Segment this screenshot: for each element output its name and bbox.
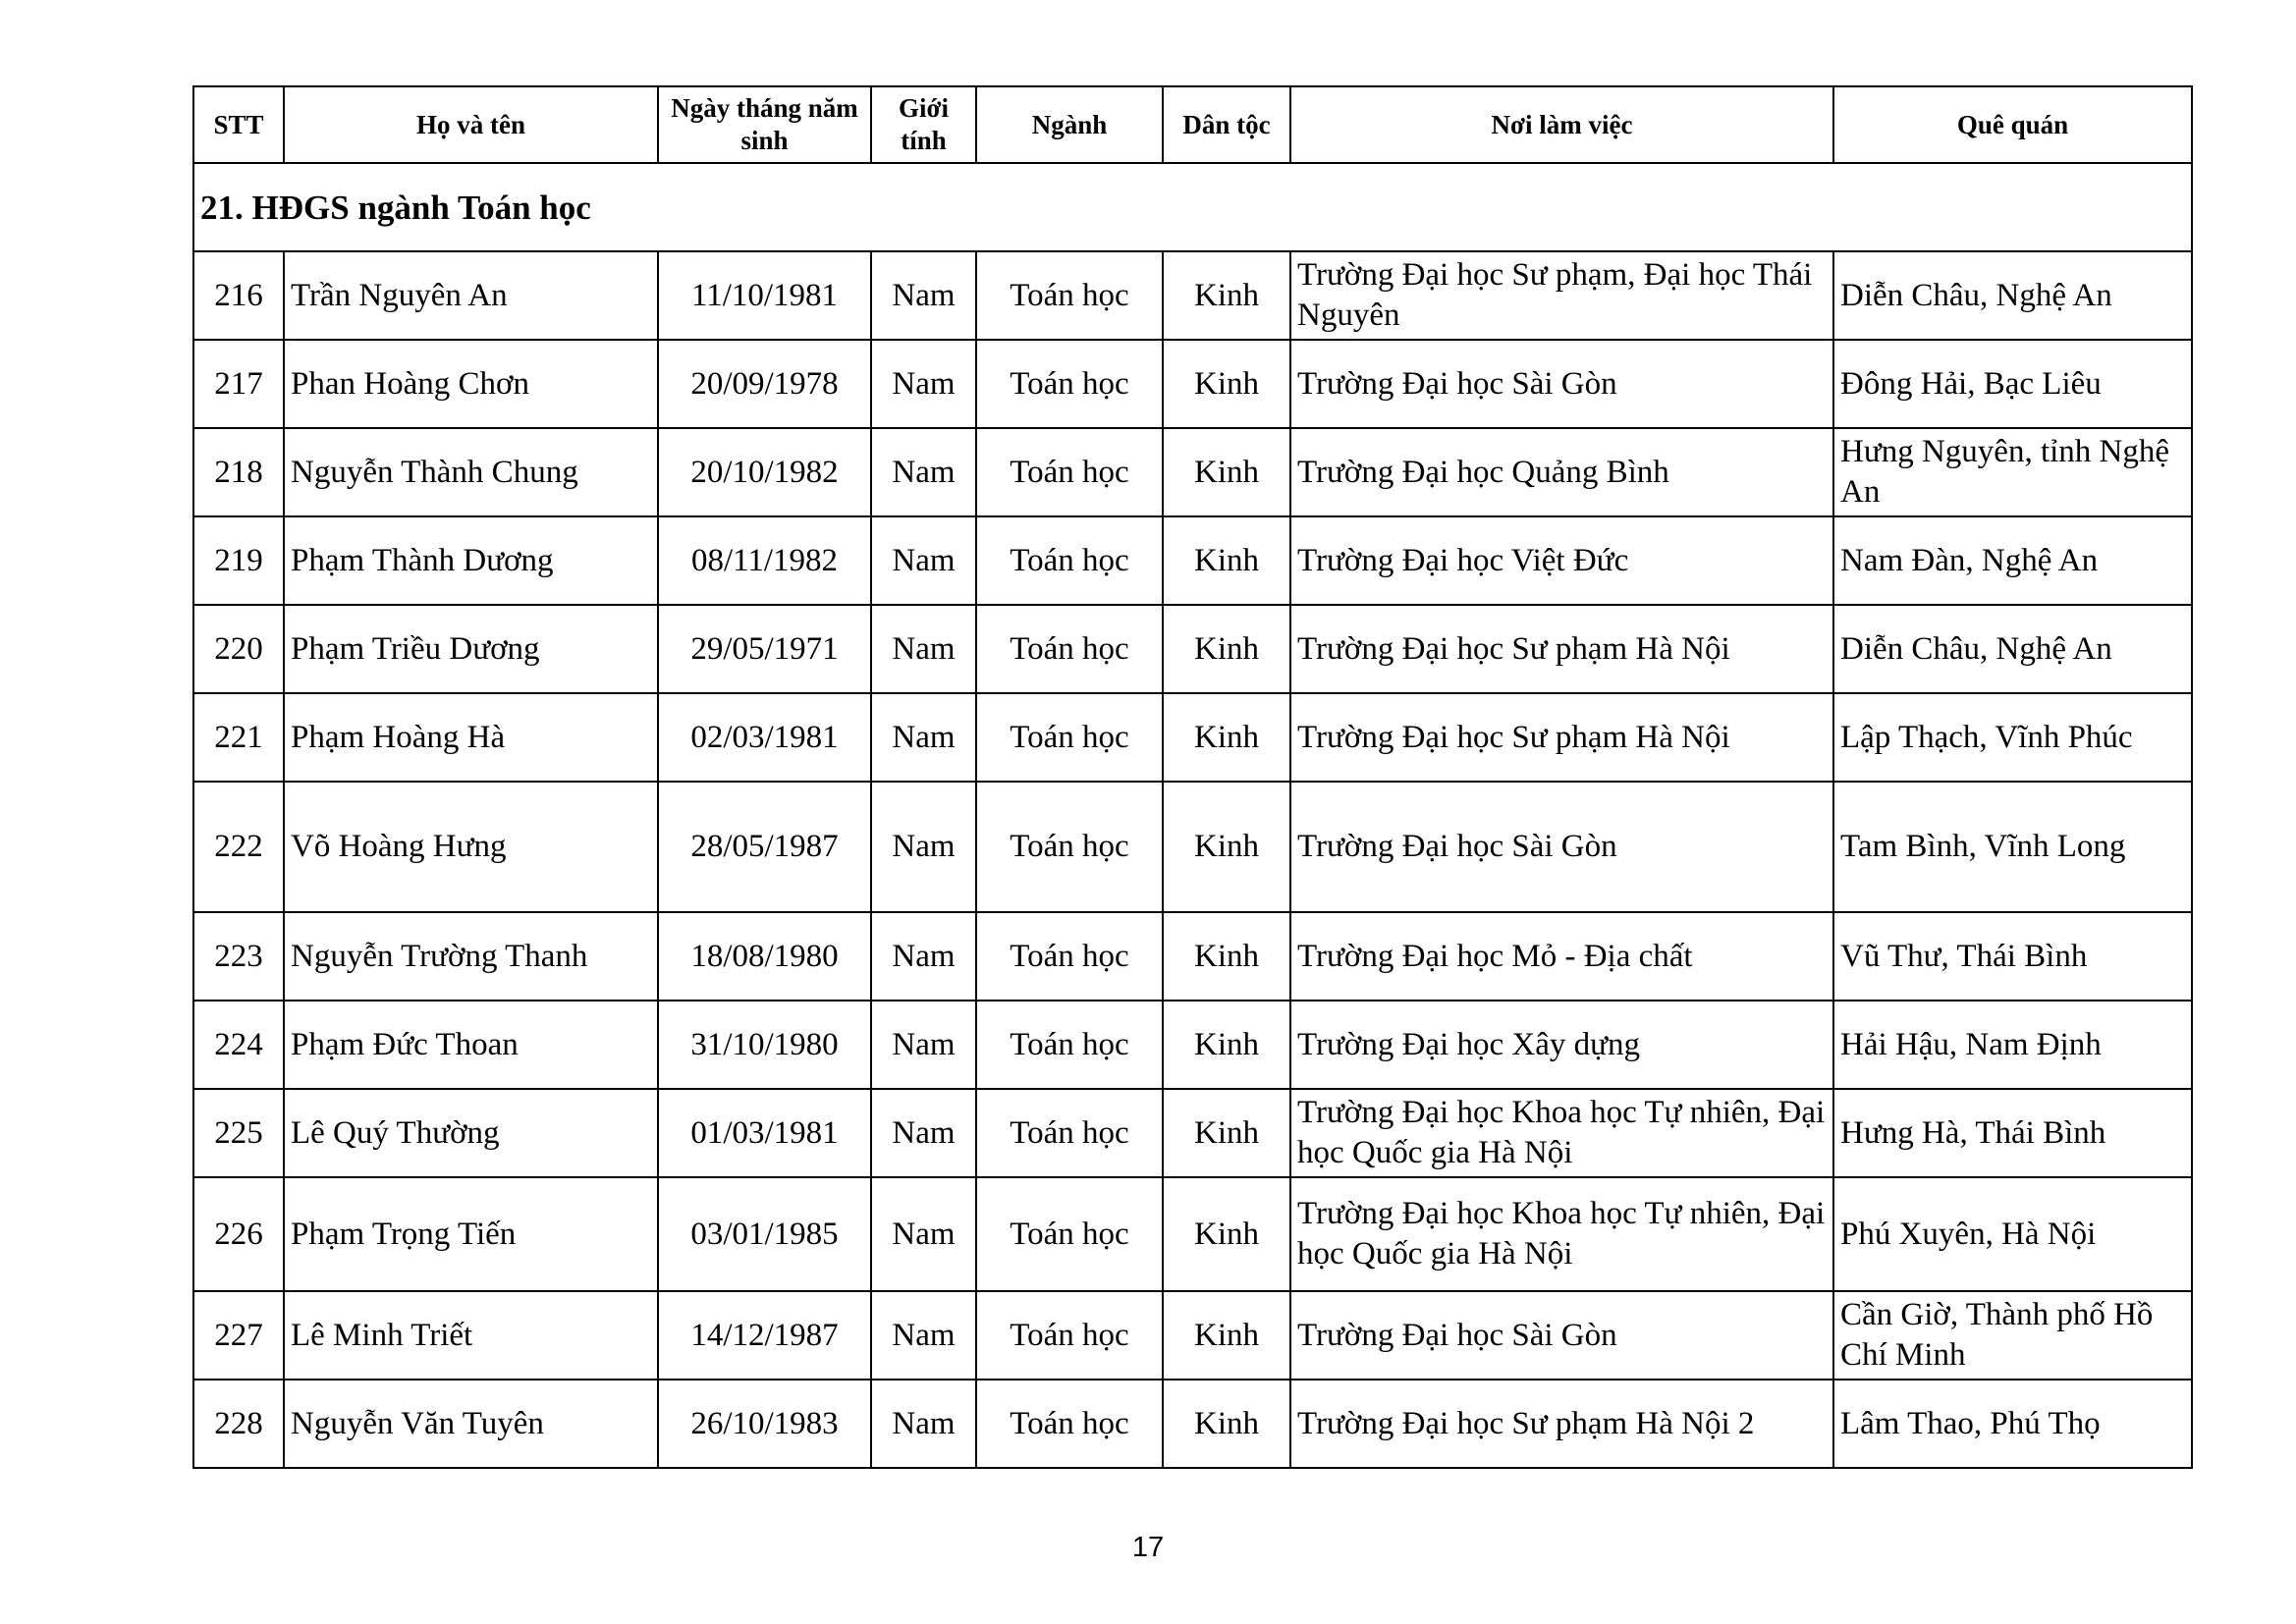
cell-hometown: Diễn Châu, Nghệ An [1833, 605, 2192, 693]
cell-field: Toán học [976, 912, 1163, 1001]
cell-gender: Nam [871, 912, 976, 1001]
cell-field: Toán học [976, 693, 1163, 782]
cell-hometown: Hưng Nguyên, tỉnh Nghệ An [1833, 428, 2192, 516]
cell-hometown: Tam Bình, Vĩnh Long [1833, 782, 2192, 912]
cell-name: Nguyễn Thành Chung [284, 428, 658, 516]
cell-ethnicity: Kinh [1163, 782, 1290, 912]
cell-ethnicity: Kinh [1163, 912, 1290, 1001]
cell-hometown: Hưng Hà, Thái Bình [1833, 1089, 2192, 1177]
table-row [193, 1001, 2192, 1089]
header-gender: Giới tính [871, 86, 976, 163]
table-row [193, 1089, 2192, 1177]
cell-field: Toán học [976, 251, 1163, 340]
cell-gender: Nam [871, 428, 976, 516]
cell-dob: 20/09/1978 [658, 340, 871, 428]
table-row [193, 1380, 2192, 1468]
table-row [193, 251, 2192, 340]
cell-field: Toán học [976, 782, 1163, 912]
table-row [193, 428, 2192, 516]
cell-ethnicity: Kinh [1163, 428, 1290, 516]
section-title: 21. HĐGS ngành Toán học [193, 163, 2192, 251]
cell-dob: 01/03/1981 [658, 1089, 871, 1177]
cell-dob: 14/12/1987 [658, 1291, 871, 1380]
cell-gender: Nam [871, 251, 976, 340]
cell-workplace: Trường Đại học Sư phạm, Đại học Thái Nguyên [1290, 251, 1833, 340]
cell-stt: 224 [193, 1001, 284, 1089]
cell-name: Phạm Đức Thoan [284, 1001, 658, 1089]
header-ethnicity: Dân tộc [1163, 86, 1290, 163]
cell-field: Toán học [976, 516, 1163, 605]
header-stt: STT [193, 86, 284, 163]
cell-ethnicity: Kinh [1163, 1089, 1290, 1177]
cell-field: Toán học [976, 605, 1163, 693]
cell-hometown: Đông Hải, Bạc Liêu [1833, 340, 2192, 428]
cell-ethnicity: Kinh [1163, 1291, 1290, 1380]
cell-workplace: Trường Đại học Xây dựng [1290, 1001, 1833, 1089]
table-row [193, 693, 2192, 782]
cell-stt: 220 [193, 605, 284, 693]
cell-name: Phan Hoàng Chơn [284, 340, 658, 428]
cell-gender: Nam [871, 1177, 976, 1291]
section-row [193, 163, 2192, 251]
table-row [193, 516, 2192, 605]
cell-field: Toán học [976, 1177, 1163, 1291]
cell-hometown: Nam Đàn, Nghệ An [1833, 516, 2192, 605]
cell-stt: 226 [193, 1177, 284, 1291]
cell-field: Toán học [976, 1089, 1163, 1177]
cell-ethnicity: Kinh [1163, 251, 1290, 340]
cell-hometown: Vũ Thư, Thái Bình [1833, 912, 2192, 1001]
cell-name: Phạm Thành Dương [284, 516, 658, 605]
cell-name: Võ Hoàng Hưng [284, 782, 658, 912]
cell-hometown: Lâm Thao, Phú Thọ [1833, 1380, 2192, 1468]
cell-dob: 29/05/1971 [658, 605, 871, 693]
cell-name: Phạm Triều Dương [284, 605, 658, 693]
cell-ethnicity: Kinh [1163, 1380, 1290, 1468]
cell-workplace: Trường Đại học Sài Gòn [1290, 340, 1833, 428]
cell-dob: 18/08/1980 [658, 912, 871, 1001]
table-row [193, 1177, 2192, 1291]
cell-name: Phạm Trọng Tiến [284, 1177, 658, 1291]
cell-gender: Nam [871, 782, 976, 912]
cell-hometown: Diễn Châu, Nghệ An [1833, 251, 2192, 340]
cell-stt: 216 [193, 251, 284, 340]
cell-workplace: Trường Đại học Sài Gòn [1290, 1291, 1833, 1380]
members-table-container [192, 85, 2191, 1469]
cell-stt: 223 [193, 912, 284, 1001]
cell-stt: 228 [193, 1380, 284, 1468]
members-table [192, 85, 2193, 1469]
cell-stt: 217 [193, 340, 284, 428]
cell-hometown: Cần Giờ, Thành phố Hồ Chí Minh [1833, 1291, 2192, 1380]
cell-gender: Nam [871, 693, 976, 782]
cell-field: Toán học [976, 428, 1163, 516]
cell-gender: Nam [871, 516, 976, 605]
cell-workplace: Trường Đại học Quảng Bình [1290, 428, 1833, 516]
cell-hometown: Lập Thạch, Vĩnh Phúc [1833, 693, 2192, 782]
cell-gender: Nam [871, 1291, 976, 1380]
cell-workplace: Trường Đại học Sư phạm Hà Nội [1290, 605, 1833, 693]
cell-ethnicity: Kinh [1163, 693, 1290, 782]
cell-dob: 11/10/1981 [658, 251, 871, 340]
cell-name: Nguyễn Văn Tuyên [284, 1380, 658, 1468]
cell-ethnicity: Kinh [1163, 1177, 1290, 1291]
cell-name: Phạm Hoàng Hà [284, 693, 658, 782]
cell-gender: Nam [871, 605, 976, 693]
cell-hometown: Phú Xuyên, Hà Nội [1833, 1177, 2192, 1291]
cell-dob: 31/10/1980 [658, 1001, 871, 1089]
table-row [193, 340, 2192, 428]
header-workplace: Nơi làm việc [1290, 86, 1833, 163]
table-row [193, 912, 2192, 1001]
cell-ethnicity: Kinh [1163, 340, 1290, 428]
cell-stt: 225 [193, 1089, 284, 1177]
cell-workplace: Trường Đại học Sư phạm Hà Nội 2 [1290, 1380, 1833, 1468]
cell-ethnicity: Kinh [1163, 605, 1290, 693]
header-hometown: Quê quán [1833, 86, 2192, 163]
cell-dob: 08/11/1982 [658, 516, 871, 605]
table-header-row [193, 86, 2192, 163]
cell-workplace: Trường Đại học Việt Đức [1290, 516, 1833, 605]
table-row [193, 605, 2192, 693]
cell-name: Lê Quý Thường [284, 1089, 658, 1177]
cell-field: Toán học [976, 340, 1163, 428]
cell-stt: 219 [193, 516, 284, 605]
cell-hometown: Hải Hậu, Nam Định [1833, 1001, 2192, 1089]
cell-gender: Nam [871, 1089, 976, 1177]
cell-name: Trần Nguyên An [284, 251, 658, 340]
cell-gender: Nam [871, 1380, 976, 1468]
cell-stt: 218 [193, 428, 284, 516]
cell-field: Toán học [976, 1291, 1163, 1380]
cell-gender: Nam [871, 340, 976, 428]
cell-workplace: Trường Đại học Khoa học Tự nhiên, Đại học Quốc gia Hà Nội [1290, 1177, 1833, 1291]
cell-dob: 26/10/1983 [658, 1380, 871, 1468]
cell-stt: 222 [193, 782, 284, 912]
cell-ethnicity: Kinh [1163, 1001, 1290, 1089]
table-row [193, 782, 2192, 912]
header-field: Ngành [976, 86, 1163, 163]
cell-workplace: Trường Đại học Sài Gòn [1290, 782, 1833, 912]
cell-stt: 227 [193, 1291, 284, 1380]
cell-dob: 02/03/1981 [658, 693, 871, 782]
cell-workplace: Trường Đại học Mỏ - Địa chất [1290, 912, 1833, 1001]
cell-name: Lê Minh Triết [284, 1291, 658, 1380]
cell-workplace: Trường Đại học Sư phạm Hà Nội [1290, 693, 1833, 782]
cell-workplace: Trường Đại học Khoa học Tự nhiên, Đại học Quốc gia Hà Nội [1290, 1089, 1833, 1177]
page-number: 17 [1131, 1532, 1165, 1563]
header-name: Họ và tên [284, 86, 658, 163]
cell-field: Toán học [976, 1380, 1163, 1468]
cell-gender: Nam [871, 1001, 976, 1089]
header-dob: Ngày tháng năm sinh [658, 86, 871, 163]
table-row [193, 1291, 2192, 1380]
cell-name: Nguyễn Trường Thanh [284, 912, 658, 1001]
cell-field: Toán học [976, 1001, 1163, 1089]
cell-dob: 20/10/1982 [658, 428, 871, 516]
cell-dob: 28/05/1987 [658, 782, 871, 912]
cell-ethnicity: Kinh [1163, 516, 1290, 605]
cell-stt: 221 [193, 693, 284, 782]
cell-dob: 03/01/1985 [658, 1177, 871, 1291]
